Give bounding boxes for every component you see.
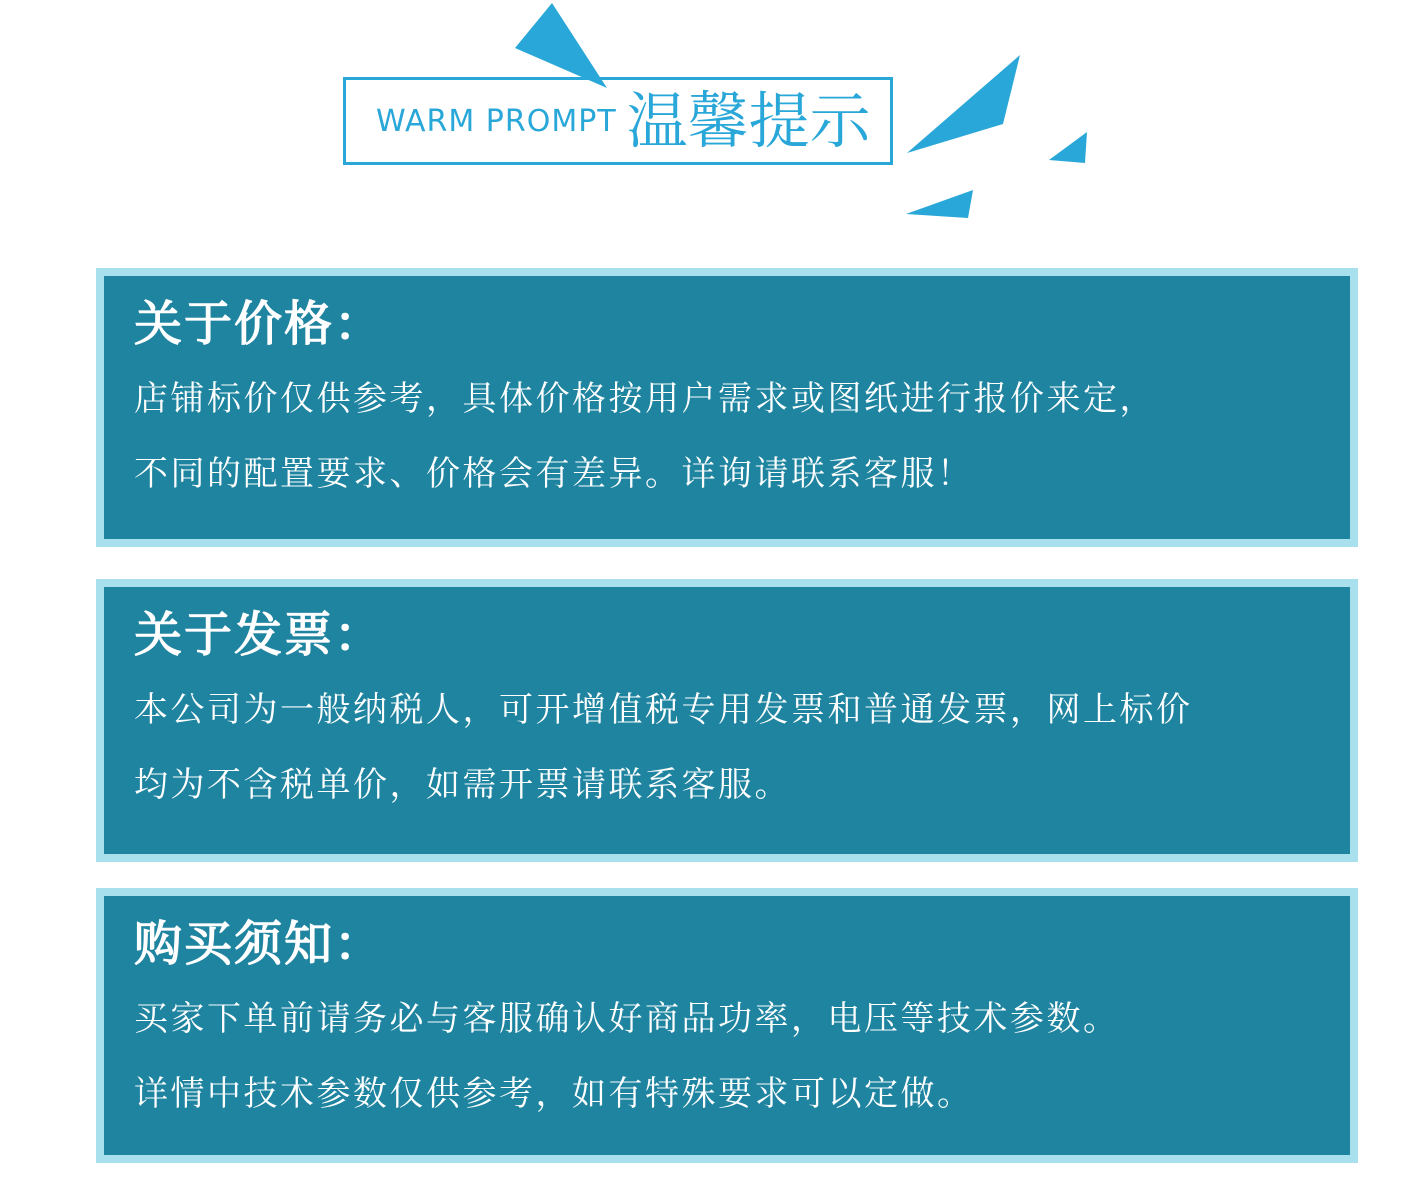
triangle-wing-icon: [907, 55, 1020, 153]
section-line: 均为不含税单价，如需开票请联系客服。: [134, 764, 791, 805]
notice-section-invoice: [96, 579, 1358, 862]
warm-prompt-badge: [343, 77, 893, 165]
section-line: 本公司为一般纳税人，可开增值税专用发票和普通发票，网上标价: [134, 689, 1193, 730]
section-title: 关于发票：: [134, 607, 385, 663]
section-line: 不同的配置要求、价格会有差异。详询请联系客服！: [134, 453, 974, 494]
notice-section-price: [96, 268, 1358, 547]
section-line: 详情中技术参数仅供参考，如有特殊要求可以定做。: [134, 1073, 974, 1114]
triangle-top-icon: [515, 3, 607, 88]
section-line: 店铺标价仅供参考，具体价格按用户需求或图纸进行报价来定，: [134, 378, 1156, 419]
notice-section-purchase: [96, 888, 1358, 1163]
section-title: 购买须知：: [134, 916, 385, 972]
warm-prompt-en-label: WARM PROMPT: [376, 103, 617, 139]
section-line: 买家下单前请务必与客服确认好商品功率，电压等技术参数。: [134, 998, 1120, 1039]
warm-prompt-zh-title: 温馨提示: [626, 85, 871, 157]
triangle-bottom-icon: [906, 190, 973, 218]
triangle-small-icon: [1049, 132, 1087, 163]
section-title: 关于价格：: [134, 296, 385, 352]
